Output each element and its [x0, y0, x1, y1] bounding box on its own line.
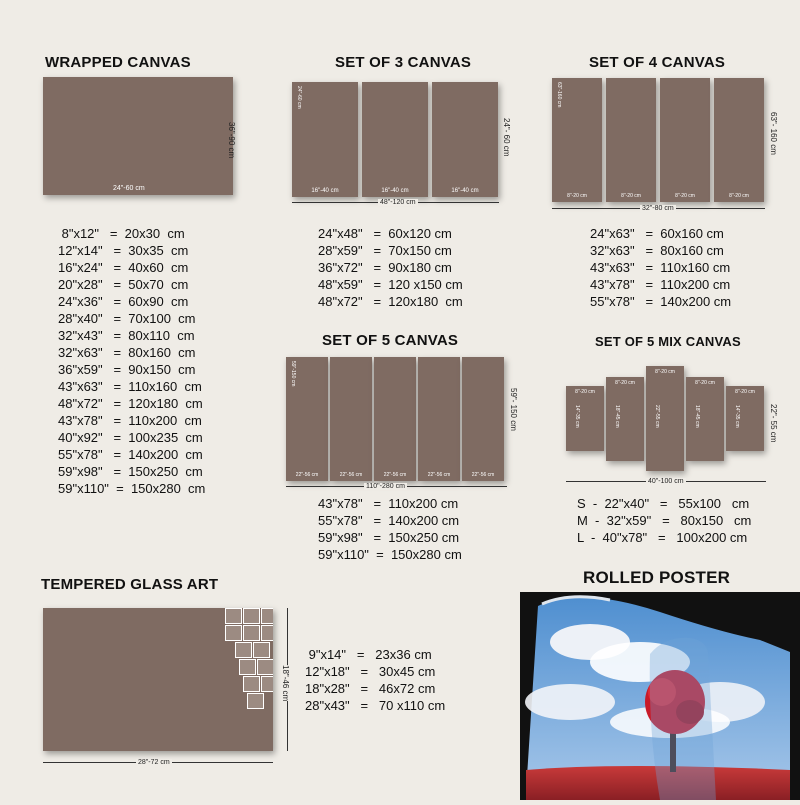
size-row: M - 32"x59" = 80x150 cm — [577, 513, 752, 528]
canvas-panel — [686, 377, 724, 461]
panel-top-label: 8"-20 cm — [735, 389, 755, 395]
glass-pane — [235, 642, 252, 658]
glass-pane — [253, 642, 270, 658]
panel-height-label: 22"-55 cm — [654, 404, 660, 428]
size-row: 24"x36" = 60x90 cm — [58, 294, 189, 309]
set5-size-list — [318, 495, 462, 563]
set5-height-label: 59"- 150 cm — [509, 388, 518, 431]
size-row: 59"x110" = 150x280 cm — [58, 481, 206, 496]
panel-height-label: 24"-60 cm — [296, 86, 302, 109]
wrapped-canvas-preview — [43, 77, 233, 195]
panel-height-label: 18"-45 cm — [694, 405, 700, 428]
panel-height-label: 59"-150 cm — [290, 361, 296, 387]
set4-width-label: 32"-80 cm — [642, 205, 674, 212]
size-row: L - 40"x78" = 100x200 cm — [577, 530, 748, 545]
glass-pane — [261, 676, 273, 692]
panel-width-label: 8"-20 cm — [621, 193, 641, 199]
panel-top-label: 8"-20 cm — [655, 369, 675, 375]
size-row: 36"x72" = 90x180 cm — [318, 260, 452, 275]
size-row: 59"x110" = 150x280 cm — [318, 547, 462, 562]
canvas-panel — [660, 78, 710, 202]
wrapped-width-label: 24"-60 cm — [113, 185, 145, 192]
glass-pane — [261, 608, 273, 624]
size-row: 36"x59" = 90x150 cm — [58, 362, 196, 377]
size-row: 12"x18" = 30x45 cm — [305, 664, 436, 679]
size-row: 12"x14" = 30x35 cm — [58, 243, 189, 258]
panel-width-label: 8"-20 cm — [567, 193, 587, 199]
canvas-panel — [606, 78, 656, 202]
glass-size-list — [305, 646, 445, 714]
canvas-panel — [292, 82, 358, 197]
glass-pane — [225, 625, 242, 641]
panel-width-label: 16"-40 cm — [451, 188, 479, 194]
size-row: 20"x28" = 50x70 cm — [58, 277, 189, 292]
set4-height-label: 63"- 160 cm — [769, 112, 778, 155]
size-row: S - 22"x40" = 55x100 cm — [577, 496, 750, 511]
set3-title: SET OF 3 CANVAS — [335, 54, 472, 71]
poster-frame — [520, 592, 800, 800]
panel-width-label: 8"-20 cm — [729, 193, 749, 199]
glass-pane — [257, 659, 273, 675]
set5-title: SET OF 5 CANVAS — [322, 332, 459, 349]
size-row: 24"x48" = 60x120 cm — [318, 226, 452, 241]
size-row: 28"x40" = 70x100 cm — [58, 311, 196, 326]
size-row: 48"x59" = 120 x150 cm — [318, 277, 463, 292]
panel-top-label: 8"-20 cm — [615, 380, 635, 386]
panel-height-label: 14"-35 cm — [574, 404, 580, 428]
set4-size-list — [590, 225, 731, 310]
poster-image — [520, 592, 800, 800]
glass-width-label: 28"-72 cm — [138, 759, 170, 766]
canvas-panel — [432, 82, 498, 197]
size-row: 18"x28" = 46x72 cm — [305, 681, 436, 696]
panel-height-label: 18"-45 cm — [614, 405, 620, 428]
panel-width-label: 22"-56 cm — [339, 472, 363, 478]
size-row: 55"x78" = 140x200 cm — [590, 294, 732, 309]
size-row: 48"x72" = 120x180 cm — [318, 294, 463, 309]
canvas-panel — [646, 366, 684, 471]
set4-title: SET OF 4 CANVAS — [589, 54, 726, 71]
size-row: 43"x78" = 110x200 cm — [590, 277, 731, 292]
canvas-panel — [286, 357, 328, 481]
panel-top-label: 8"-20 cm — [695, 380, 715, 386]
size-row: 32"x63" = 80x160 cm — [58, 345, 196, 360]
panel-width-label: 16"-40 cm — [311, 188, 339, 194]
canvas-panel — [418, 357, 460, 481]
panel-width-label: 8"-20 cm — [675, 193, 695, 199]
panel-width-label: 16"-40 cm — [381, 188, 409, 194]
glass-height-label: 18"-46 cm — [281, 665, 290, 702]
size-row: 28"x59" = 70x150 cm — [318, 243, 452, 258]
size-row: 59"x98" = 150x250 cm — [318, 530, 460, 545]
canvas-panel — [330, 357, 372, 481]
size-row: 43"x78" = 110x200 cm — [318, 496, 459, 511]
size-row: 59"x98" = 150x250 cm — [58, 464, 203, 479]
size-row: 55"x78" = 140x200 cm — [318, 513, 460, 528]
canvas-panel — [462, 357, 504, 481]
size-row: 32"x63" = 80x160 cm — [590, 243, 724, 258]
size-row: 32"x43" = 80x110 cm — [58, 328, 195, 343]
set5mix-title: SET OF 5 MIX CANVAS — [595, 334, 741, 349]
glass-pane — [243, 625, 260, 641]
glass-pane — [243, 608, 260, 624]
panel-width-label: 22"-56 cm — [427, 472, 451, 478]
glass-pane — [247, 693, 264, 709]
panel-width-label: 22"-56 cm — [383, 472, 407, 478]
canvas-panel — [552, 78, 602, 202]
wrapped-size-list — [58, 225, 205, 497]
size-row: 55"x78" = 140x200 cm — [58, 447, 203, 462]
wrapped-height-label: 36"-90 cm — [227, 122, 236, 159]
set5mix-size-list — [577, 495, 751, 546]
canvas-panel — [726, 386, 764, 451]
poster-title: ROLLED POSTER — [583, 568, 731, 587]
set3-size-list — [318, 225, 463, 310]
set5mix-height-label: 22"- 55 cm — [769, 404, 778, 443]
glass-pane — [261, 625, 273, 641]
size-row: 48"x72" = 120x180 cm — [58, 396, 203, 411]
size-row: 9"x14" = 23x36 cm — [305, 647, 432, 662]
panel-top-label: 8"-20 cm — [575, 389, 595, 395]
size-row: 43"x63" = 110x160 cm — [590, 260, 731, 275]
size-row: 24"x63" = 60x160 cm — [590, 226, 724, 241]
set3-width-label: 48"-120 cm — [380, 199, 416, 206]
size-row: 8"x12" = 20x30 cm — [58, 226, 185, 241]
size-row: 43"x78" = 110x200 cm — [58, 413, 202, 428]
panel-height-label: 63"-160 cm — [556, 82, 562, 108]
set5-width-label: 110"-280 cm — [366, 483, 405, 490]
panel-width-label: 22"-56 cm — [295, 472, 319, 478]
glass-pane — [225, 608, 242, 624]
set5mix-width-label: 40"-100 cm — [648, 478, 684, 485]
wrapped-canvas-title: WRAPPED CANVAS — [45, 54, 191, 71]
glass-preview — [43, 608, 273, 751]
size-row: 43"x63" = 110x160 cm — [58, 379, 202, 394]
panel-height-label: 14"-35 cm — [734, 404, 740, 428]
canvas-panel — [606, 377, 644, 461]
glass-pane — [239, 659, 256, 675]
glass-title: TEMPERED GLASS ART — [41, 576, 219, 593]
canvas-panel — [714, 78, 764, 202]
set3-height-label: 24"- 60 cm — [502, 118, 511, 157]
canvas-panel — [362, 82, 428, 197]
canvas-panel — [374, 357, 416, 481]
size-row: 16"x24" = 40x60 cm — [58, 260, 189, 275]
canvas-panel — [566, 386, 604, 451]
glass-pane — [243, 676, 260, 692]
panel-width-label: 22"-56 cm — [471, 472, 495, 478]
size-row: 40"x92" = 100x235 cm — [58, 430, 203, 445]
size-row: 28"x43" = 70 x110 cm — [305, 698, 446, 713]
